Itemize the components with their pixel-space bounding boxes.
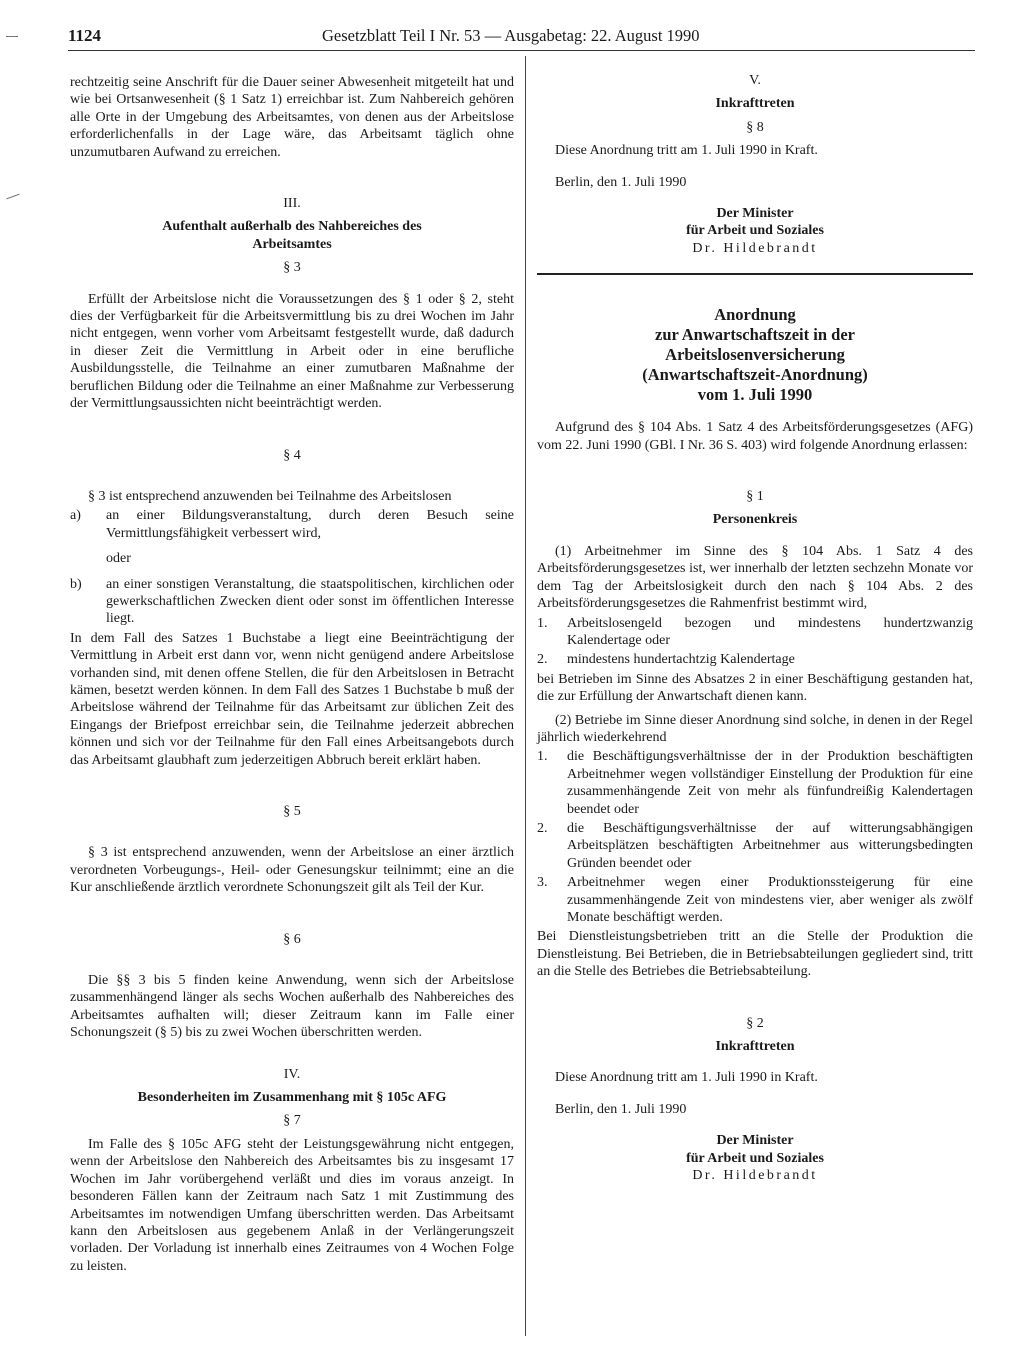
section-heading: § 6 <box>283 931 301 947</box>
ordinance-preamble: Aufgrund des § 104 Abs. 1 Satz 4 des Arbeitsförderungsgesetzes (AFG) vom 22. Juni 1990 (GBl. I Nr. 36 S. 403) wird folgende Anordnung erlassen: <box>537 420 973 453</box>
list-item <box>537 615 973 650</box>
section-text: Im Falle des § 105c AFG steht der Leistungsgewährung nicht entgegen, wenn der Arbeitslose den Nahbereich des Arbeitsamtes bis zu insgesamt 17 Wochen im Jahr vorübergehend verläßt und dies im voraus anzeigt. In besonderen Fällen kann der Zeitraum nach Satz 1 mit Zustimmung des Arbeitsamtes im notwendigen Umfang überschritten werden. Das Arbeitsamt kann den Arbeitslosen aus gegebenem Anlaß in der Verlängerungszeit vorladen. Der Vorladung ist innerhalb eines Zeitraumes von 4 Wochen Folge zu leisten. <box>70 1136 514 1274</box>
list-label: 2. <box>537 652 548 668</box>
section-text: Diese Anordnung tritt am 1. Juli 1990 in Kraft. <box>555 143 818 159</box>
gazette-header-title: Gesetzblatt Teil I Nr. 53 — Ausgabetag: 22. August 1990 <box>322 26 700 45</box>
ordinance-title: (Anwartschaftszeit-Anordnung) <box>642 365 868 385</box>
scan-mark <box>6 194 19 200</box>
list-text: Arbeitnehmer wegen einer Produktionssteigerung für eine zusammenhängende Zeit von mindestens vier, aber weniger als zwölf Monate beschäftigt werden. <box>567 875 973 925</box>
ordinance-date: vom 1. Juli 1990 <box>697 385 813 405</box>
list-connector: oder <box>106 551 131 567</box>
list-item <box>537 651 973 668</box>
part-number: V. <box>749 73 761 88</box>
section-title: Inkrafttreten <box>715 1039 795 1055</box>
scan-mark <box>6 36 18 37</box>
part-title: Aufenthalt außerhalb des Nahbereiches des Arbeitsamtes <box>162 219 422 252</box>
list-item <box>537 820 973 872</box>
section-heading: § 3 <box>283 260 301 276</box>
list-text: an einer Bildungsveranstaltung, durch deren Besuch seine Vermittlungsfähigkeit verbessert wird, <box>106 508 514 541</box>
right-column <box>537 72 973 1184</box>
column-divider <box>525 56 526 1336</box>
ordinance-title: Arbeitslosenversicherung <box>665 345 845 365</box>
list-item <box>537 748 973 818</box>
paragraph-intro: rechtzeitig seine Anschrift für die Dauer seiner Abwesenheit mitgeteilt hat und wie bei Ortsanwesenheit (§ 1 Satz 1) erreichbar ist. Zum Nahbereich gehören alle Orte in der Umgebung des Arbeitsamtes, von denen aus der Arbeitslose erforderlichenfalls in der Lage wäre, das Arbeitsamt täglich ohne unzumutbaren Aufwand zu erreichen. <box>70 75 514 160</box>
list-text: an einer sonstigen Veranstaltung, die staatspolitischen, kirchlichen oder gewerkschaftlichen Zwecken dient oder sonst im öffentlichen Interesse liegt. <box>106 576 514 627</box>
list-text: Arbeitslosengeld bezogen und mindestens hundertzwanzig Kalendertage oder <box>567 615 973 648</box>
list-text: mindestens hundertachtzig Kalendertage <box>567 652 795 668</box>
part-number: IV. <box>283 1066 301 1082</box>
signature-name: Dr. Hildebrandt <box>692 240 818 256</box>
section-heading: § 4 <box>283 447 301 463</box>
section-heading: § 2 <box>746 1015 764 1031</box>
part-title: Inkrafttreten <box>715 96 795 112</box>
section-text: In dem Fall des Satzes 1 Buchstabe a liegt eine Beeinträchtigung der Vermittlung in Arbeit erst dann vor, wenn nicht genügend andere Arbeitslose vorhanden sind, mit denen offene Stellen, die für den Arbeitslosen in Betracht kämen, besetzt werden können. In dem Fall des Satzes 1 Buchstabe b muß der Arbeitslose während der Teilnahme für das Arbeitsamt zur üblichen Zeit des Eingangs der Briefpost erreichbar sein, die Teilnahme jederzeit abbrechen können und sich vor der Teilnahme für den Fall eines Arbeitsangebots durch das Arbeitsamt glaubhaft zum jederzeitigen Abbruch bereit erklärt haben. <box>70 630 514 768</box>
list-label: b) <box>70 576 82 592</box>
ordinance-title: Anordnung <box>714 305 796 325</box>
list-label: 2. <box>537 820 548 836</box>
section-text: bei Betrieben im Sinne des Absatzes 2 in einer Beschäftigung gestanden hat, die zur Erfüllung der Anwartschaft dienen kann. <box>537 671 973 705</box>
section-text: § 3 ist entsprechend anzuwenden bei Teilnahme des Arbeitslosen <box>88 488 452 504</box>
place-date: Berlin, den 1. Juli 1990 <box>555 174 687 190</box>
list-label: 1. <box>537 749 548 765</box>
section-title: Personenkreis <box>712 512 798 528</box>
section-text: Erfüllt der Arbeitslose nicht die Voraussetzungen des § 1 oder § 2, steht dies der Verfügbarkeit für die Arbeitsvermittlung bis zu drei Wochen im Jahr nicht entgegen, wenn vorher vom Arbeitsamt festgestellt wurde, daß dadurch in dieser Zeit die Vermittlung in Arbeit oder in eine berufliche Ausbildungsstelle, die Teilnahme an einer zumutbaren Maßnahme der beruflichen Bildung oder die Teilnahme an einer Maßnahme zur Verbesserung der Vermittlungsaussichten nicht beeinträchtigt werden. <box>70 291 514 412</box>
ordinance-title: zur Anwartschaftszeit in der <box>655 325 855 345</box>
page-header <box>68 24 975 51</box>
list-text: die Beschäftigungsverhältnisse der in der Produktion beschäftigten Arbeitnehmer wegen vollständiger Einstellung der Produktion für eine zusammenhängende Zeit von mehr als fünfundreißig Kalendertagen beendet oder <box>567 749 973 817</box>
signature-name: Dr. Hildebrandt <box>692 1168 818 1184</box>
list-label: a) <box>70 508 81 524</box>
signature-title: für Arbeit und Soziales <box>686 1150 824 1166</box>
list-label: 3. <box>537 875 548 891</box>
part-number: III. <box>283 196 301 212</box>
section-heading: § 1 <box>746 489 764 505</box>
place-date: Berlin, den 1. Juli 1990 <box>555 1101 687 1117</box>
list-item <box>70 576 514 628</box>
signature-title: Der Minister <box>716 206 794 222</box>
section-text: Diese Anordnung tritt am 1. Juli 1990 in Kraft. <box>555 1070 818 1086</box>
section-heading: § 8 <box>746 119 764 135</box>
part-title: Besonderheiten im Zusammenhang mit § 105c AFG <box>137 1090 447 1106</box>
page-number: 1124 <box>68 26 102 45</box>
section-text: Die §§ 3 bis 5 finden keine Anwendung, wenn sich der Arbeitslose zusammenhängend länger als sechs Wochen außerhalb des Nahbereiches des Arbeitsamtes aufhalten will; dieser Zeitraum kann im Falle einer Schonungszeit (§ 5) bis zu zwei Wochen überschritten werden. <box>70 973 514 1041</box>
signature-title: Der Minister <box>716 1133 794 1149</box>
section-text: § 3 ist entsprechend anzuwenden, wenn der Arbeitslose an einer ärztlich verordneten Vorbeugungs-, Heil- oder Genesungskur teilnimmt; eine an die Kur anschließende ärztlich verordnete Schonungszeit gilt als Teil der Kur. <box>70 845 514 896</box>
section-heading: § 7 <box>283 1113 301 1129</box>
list-item <box>537 874 973 926</box>
section-text: (1) Arbeitnehmer im Sinne des § 104 Abs. 1 Satz 4 des Arbeitsförderungsgesetzes ist, wer innerhalb der letzten sechzehn Monate vor dem Tag der Arbeitslosigkeit durch den nach § 104 Abs. 2 des Arbeitsförderungsgesetzes die Rahmenfrist bestimmt wird, <box>537 543 973 612</box>
section-text: (2) Betriebe im Sinne dieser Anordnung sind solche, in denen in der Regel jährlich wiederkehrend <box>537 712 973 745</box>
list-label: 1. <box>537 615 548 631</box>
section-heading: § 5 <box>283 804 301 819</box>
list-item <box>70 507 514 542</box>
left-column <box>70 74 514 1275</box>
section-text: Bei Dienstleistungsbetrieben tritt an die Stelle der Produktion die Dienstleistung. Bei Betrieben, die in Betriebsabteilungen gegliedert sind, tritt an die Stelle des Betriebes die Betriebsabteilung. <box>537 929 973 980</box>
signature-title: für Arbeit und Soziales <box>686 223 824 239</box>
list-text: die Beschäftigungsverhältnisse der auf witterungsabhängigen Arbeitsplätzen beschäftigten Arbeitnehmer aus witterungsbedingten Gründen beendet oder <box>567 820 973 871</box>
